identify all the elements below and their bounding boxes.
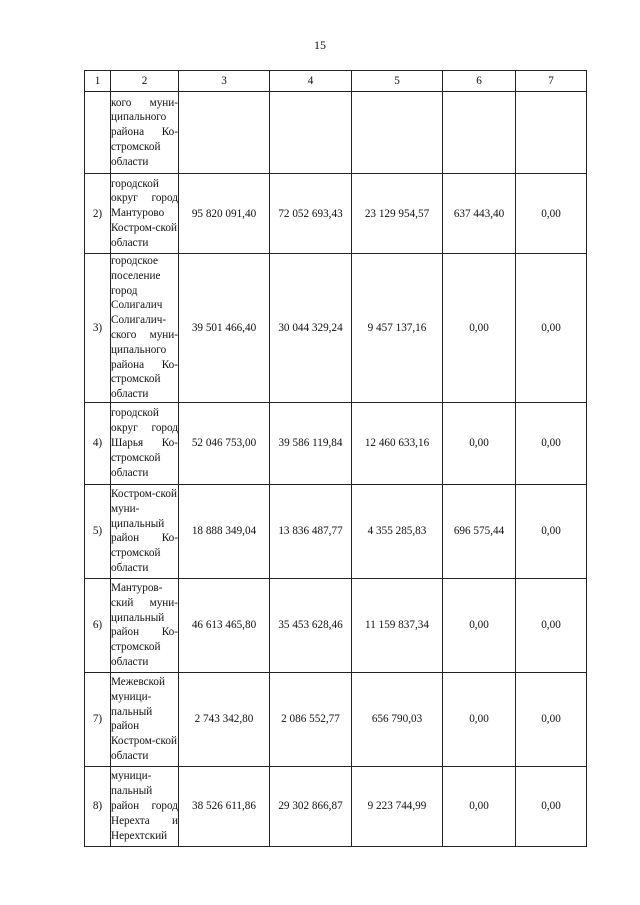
value-col-3: 46 613 465,80 [179, 578, 270, 672]
value-col-3: 95 820 091,40 [179, 174, 270, 254]
table-row [85, 672, 587, 766]
municipality-name: городской округ город Шарья Ко-стромской области [111, 402, 179, 484]
value-col-7: 0,00 [516, 672, 587, 766]
value-col-6: 0,00 [443, 402, 516, 484]
header-cell: 6 [443, 71, 516, 92]
header-cell: 5 [352, 71, 443, 92]
municipality-name: Межевской муници-пальный район Костром-ской области [111, 672, 179, 766]
value-col-5: 11 159 837,34 [352, 578, 443, 672]
value-col-4: 29 302 866,87 [270, 766, 352, 846]
value-col-6: 0,00 [443, 672, 516, 766]
table-header-row [85, 71, 587, 92]
row-number [85, 92, 111, 174]
value-col-4: 39 586 119,84 [270, 402, 352, 484]
header-cell: 1 [85, 71, 111, 92]
row-number: 8) [85, 766, 111, 846]
row-number: 3) [85, 254, 111, 403]
municipality-name: муници-пальный район город Нерехта и Нерехтский [111, 766, 179, 846]
table-row [85, 578, 587, 672]
value-col-4: 2 086 552,77 [270, 672, 352, 766]
row-number: 5) [85, 484, 111, 578]
value-col-6: 696 575,44 [443, 484, 516, 578]
table-row [85, 766, 587, 846]
table-row [85, 402, 587, 484]
value-col-5: 4 355 285,83 [352, 484, 443, 578]
data-table [84, 70, 587, 847]
value-col-3: 38 526 611,86 [179, 766, 270, 846]
value-col-7 [516, 92, 587, 174]
value-col-7: 0,00 [516, 484, 587, 578]
value-col-5: 9 223 744,99 [352, 766, 443, 846]
value-col-3: 39 501 466,40 [179, 254, 270, 403]
value-col-4: 13 836 487,77 [270, 484, 352, 578]
value-col-6 [443, 92, 516, 174]
header-cell: 2 [111, 71, 179, 92]
value-col-4: 35 453 628,46 [270, 578, 352, 672]
municipality-name: Мантуров-ский муни-ципальный район Ко-стромской области [111, 578, 179, 672]
table-row [85, 174, 587, 254]
row-number: 7) [85, 672, 111, 766]
value-col-4: 30 044 329,24 [270, 254, 352, 403]
municipality-name: кого муни-ципального района Ко-стромской области [111, 92, 179, 174]
municipality-name: Костром-ской муни-ципальный район Ко-стромской области [111, 484, 179, 578]
header-cell: 7 [516, 71, 587, 92]
municipality-name: городское поселение город Солигалич Солигалич-ского муни-ципального района Ко-стромской области [111, 254, 179, 403]
header-cell: 3 [179, 71, 270, 92]
municipality-name: городской округ город Мантурово Костром-ской области [111, 174, 179, 254]
value-col-3 [179, 92, 270, 174]
value-col-6: 0,00 [443, 578, 516, 672]
value-col-5: 9 457 137,16 [352, 254, 443, 403]
value-col-5: 12 460 633,16 [352, 402, 443, 484]
value-col-6: 637 443,40 [443, 174, 516, 254]
value-col-6: 0,00 [443, 766, 516, 846]
value-col-4 [270, 92, 352, 174]
value-col-5: 656 790,03 [352, 672, 443, 766]
page-number: 15 [314, 38, 326, 52]
value-col-3: 52 046 753,00 [179, 402, 270, 484]
value-col-4: 72 052 693,43 [270, 174, 352, 254]
table-row [85, 484, 587, 578]
value-col-7: 0,00 [516, 254, 587, 403]
value-col-6: 0,00 [443, 254, 516, 403]
value-col-7: 0,00 [516, 402, 587, 484]
row-number: 6) [85, 578, 111, 672]
row-number: 2) [85, 174, 111, 254]
value-col-5 [352, 92, 443, 174]
table-row [85, 92, 587, 174]
value-col-7: 0,00 [516, 578, 587, 672]
value-col-3: 18 888 349,04 [179, 484, 270, 578]
value-col-5: 23 129 954,57 [352, 174, 443, 254]
value-col-7: 0,00 [516, 766, 587, 846]
table-row [85, 254, 587, 403]
row-number: 4) [85, 402, 111, 484]
header-cell: 4 [270, 71, 352, 92]
value-col-7: 0,00 [516, 174, 587, 254]
value-col-3: 2 743 342,80 [179, 672, 270, 766]
